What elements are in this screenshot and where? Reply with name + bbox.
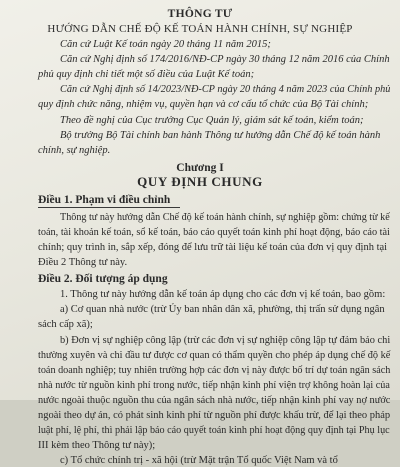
body-line: chính; quy trình in, sắp xếp, đóng để lưu trữ tài liệu kế toán của đơn vị quy định tại	[38, 242, 388, 253]
body-line: thường xuyên và chi đầu tư được cơ quan có thẩm quyền cho phép áp dụng chế độ kế	[38, 350, 391, 361]
preamble-line: Căn cứ Nghị định số 14/2023/NĐ-CP ngày 20 tháng 4 năm 2023 của Chính phủ	[60, 84, 391, 95]
preamble-line: Bộ trưởng Bộ Tài chính ban hành Thông tư hướng dẫn Chế độ kế toán hành	[60, 130, 381, 141]
preamble-line: phủ quy định chi tiết một số điều của Luật Kế toán;	[38, 69, 255, 80]
body-line: luật phí, lệ phí, thì phải lập báo cáo quyết toán kinh phí hoạt động quy định tại Phụ lục	[38, 425, 390, 436]
body-line: Thông tư này hướng dẫn Chế độ kế toán hành chính, sự nghiệp gồm: chứng từ kế	[60, 212, 390, 223]
article-2-heading: Điều 2. Đối tượng áp dụng	[38, 273, 168, 285]
body-line: b) Đơn vị sự nghiệp công lập (trừ các đơn vị sự nghiệp công lập tự đảm bảo chi	[60, 335, 391, 346]
body-line: ngoài theo dự án, có phát sinh kinh phí từ nguồn phí được khấu trừ, để lại theo pháp	[38, 410, 391, 421]
article-1-underline	[38, 207, 180, 208]
body-line: a) Cơ quan nhà nước (trừ Ủy ban nhân dân xã, phường, thị trấn sử dụng ngân	[60, 304, 385, 315]
preamble-line: quy định chức năng, nhiệm vụ, quyền hạn và cơ cấu tổ chức của Bộ Tài chính;	[38, 99, 369, 110]
preamble-line: Căn cứ Nghị định số 174/2016/NĐ-CP ngày 30 tháng 12 năm 2016 của Chính	[60, 54, 390, 65]
preamble-line: Căn cứ Luật Kế toán ngày 20 tháng 11 năm 2015;	[60, 39, 271, 50]
body-line: 1. Thông tư này hướng dẫn kế toán áp dụng cho các đơn vị kế toán, bao gồm:	[60, 289, 386, 300]
chapter-title: QUY ĐỊNH CHUNG	[137, 174, 263, 189]
preamble-line: chính, sự nghiệp.	[38, 145, 111, 156]
body-line: nhà nước từ nguồn kinh phí trong nước, tiếp nhận kinh phí viện trợ không hoàn lại của	[38, 380, 390, 391]
body-line: Điều 2 Thông tư này.	[38, 257, 128, 268]
doc-subject: HƯỚNG DẪN CHẾ ĐỘ KẾ TOÁN HÀNH CHÍNH, SỰ NGHIỆP	[47, 23, 353, 35]
chapter-number: Chương I	[176, 162, 224, 174]
article-1-heading: Điều 1. Phạm vi điều chỉnh	[38, 194, 171, 206]
body-line: c) Tổ chức chính trị - xã hội (trừ Mặt trận Tổ quốc Việt Nam và tổ	[60, 455, 338, 466]
body-line: sách cấp xã);	[38, 319, 93, 330]
body-line: toán doanh nghiệp; tuy nhiên trường hợp các đơn vị này được bố trí dự toán ngân sách	[38, 365, 391, 376]
body-line: III kèm theo Thông tư này);	[38, 440, 156, 451]
doc-type: THÔNG TƯ	[167, 8, 233, 20]
preamble-line: Theo đề nghị của Cục trưởng Cục Quản lý, giám sát kế toán, kiểm toán;	[60, 115, 364, 126]
body-line: nước ngoài thuộc nguồn thu của ngân sách nhà nước, tiếp nhận kinh phí vay nợ nước	[38, 395, 391, 406]
body-line: toán, tài khoản kế toán, sổ kế toán, báo cáo quyết toán kinh phí hoạt động, báo cáo tài	[38, 227, 390, 238]
